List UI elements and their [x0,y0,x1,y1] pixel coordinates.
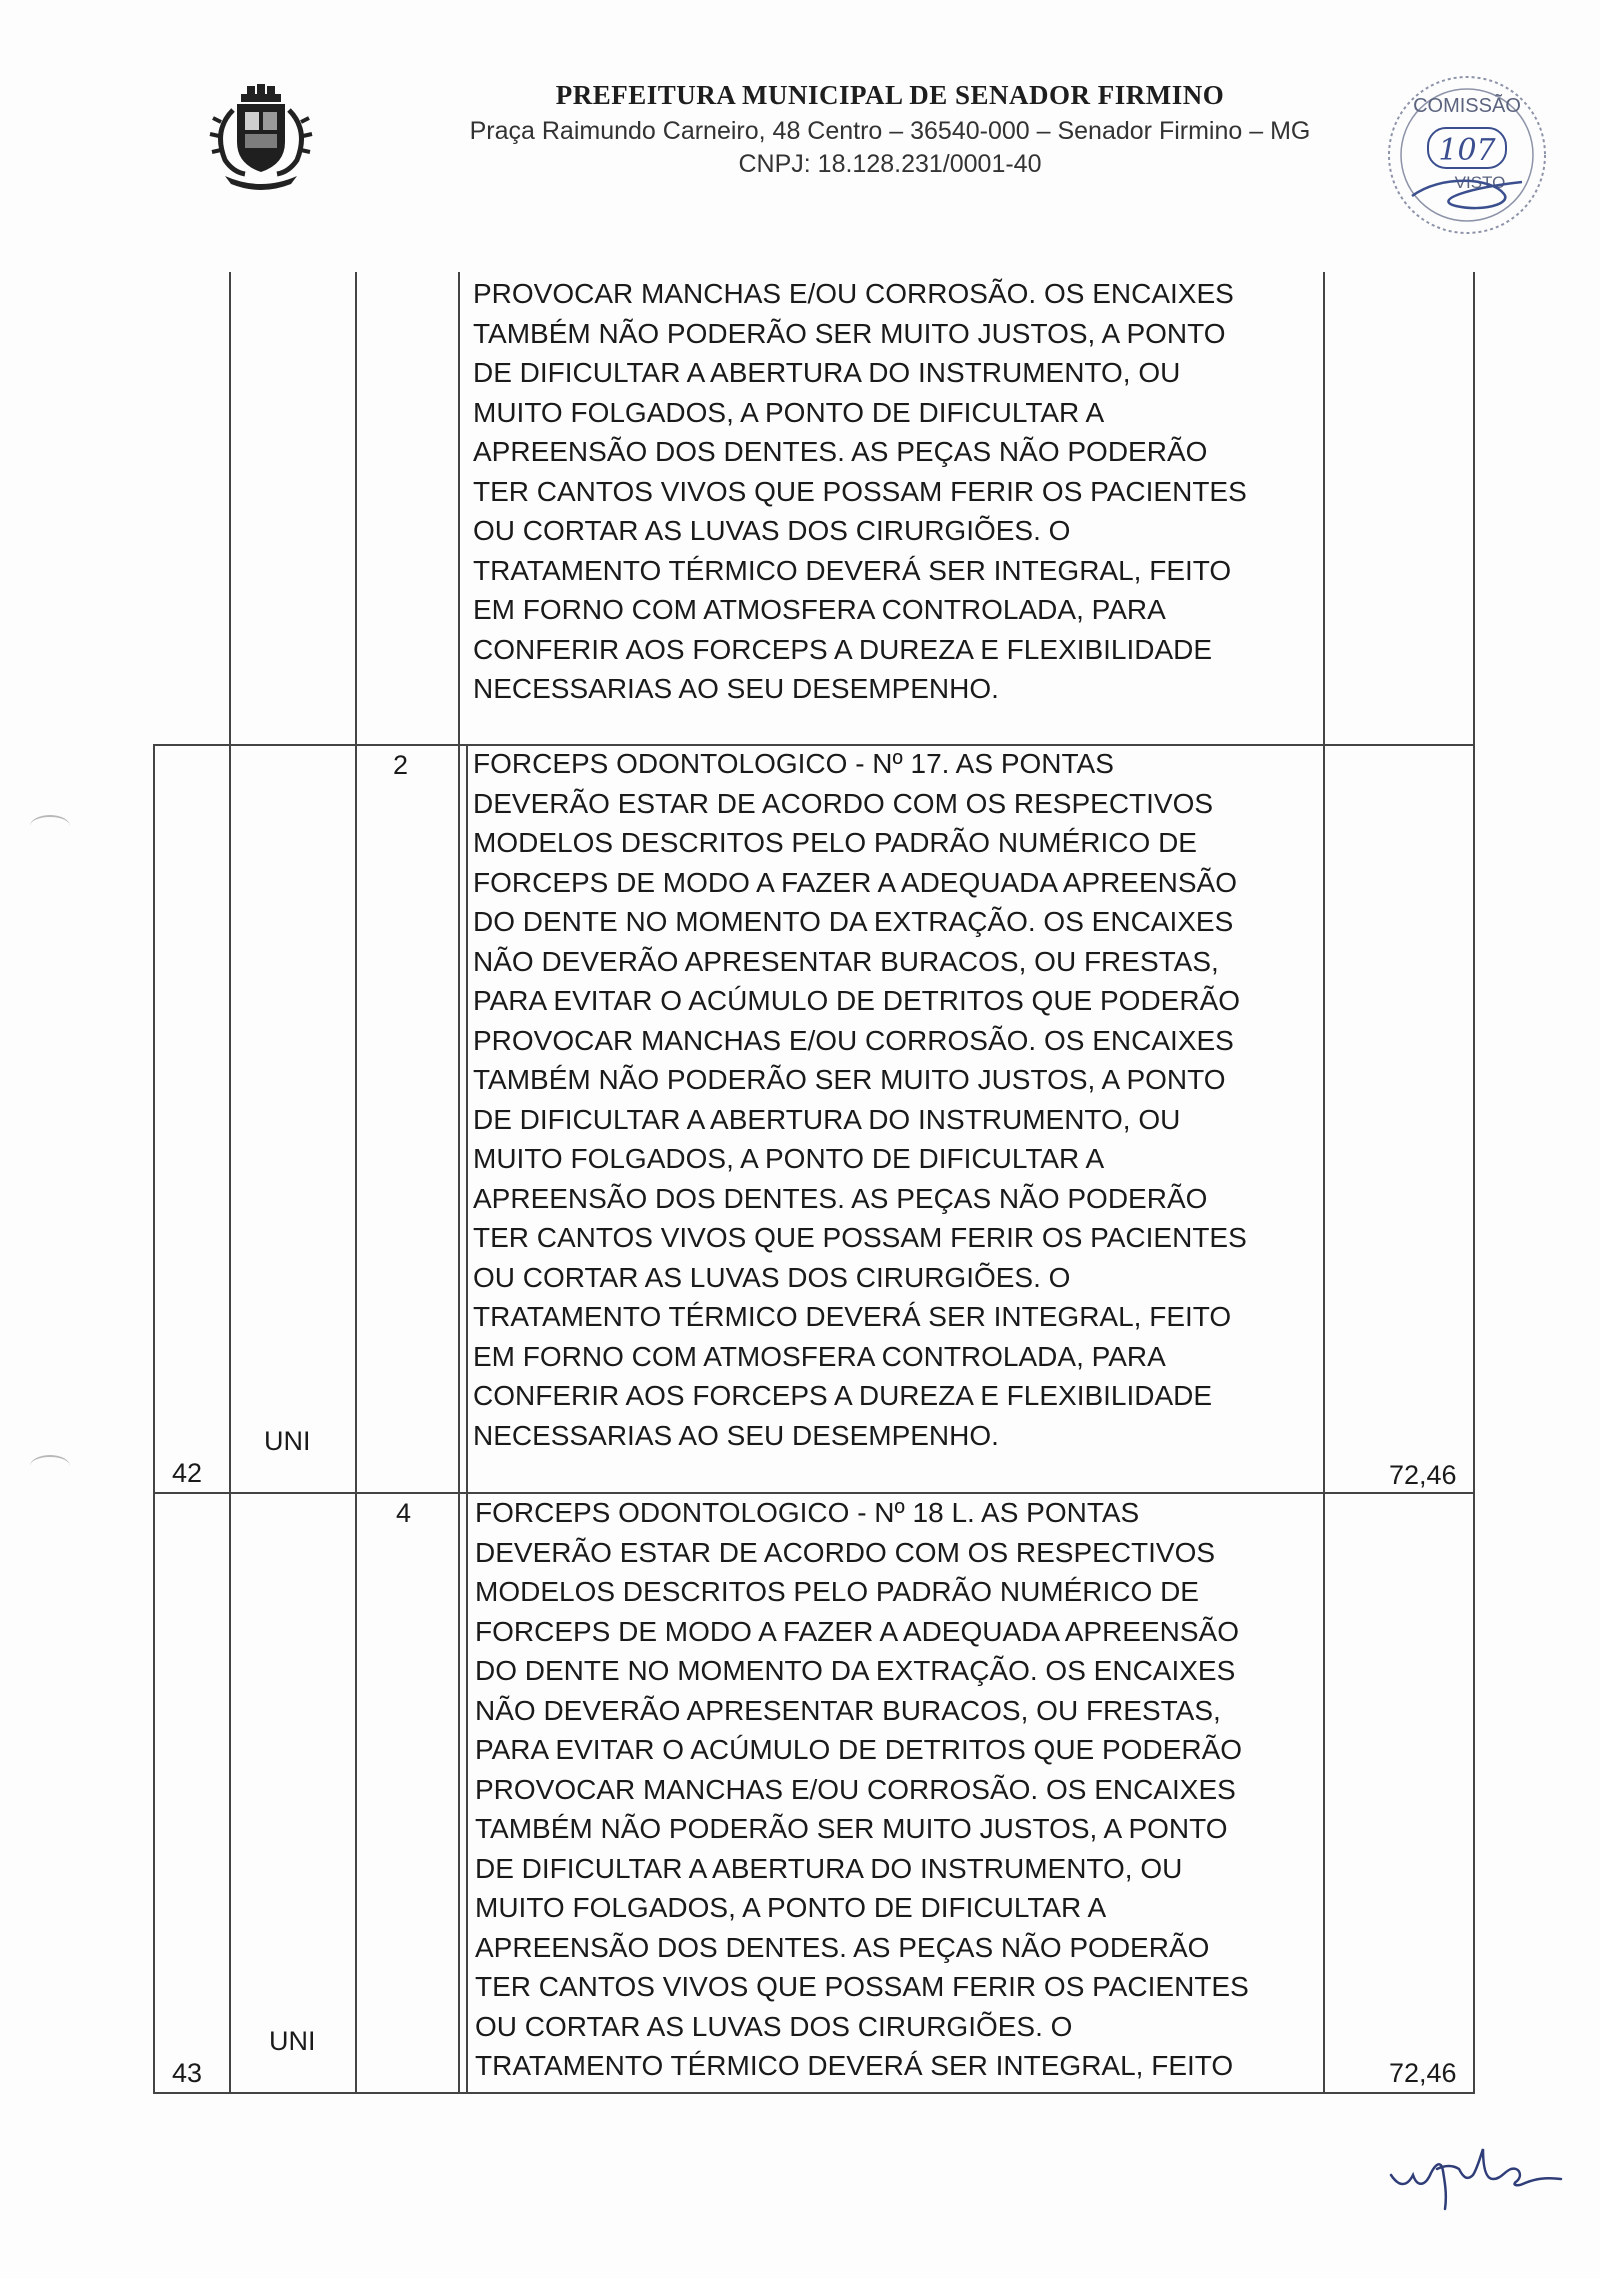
stamp-number: 107 [1438,133,1496,168]
column-divider [466,744,468,2094]
org-name: PREFEITURA MUNICIPAL DE SENADOR FIRMINO [555,80,1225,110]
item-number: 42 [172,1458,203,1488]
item-description: FORCEPS ODONTOLOGICO - Nº 17. AS PONTAS DEVERÃO ESTAR DE ACORDO COM OS RESPECTIVOS MODELOS DESCRITOS PELO PADRÃO NUMÉRICO DE FORCEPS DE MODO A FAZER A ADEQUADA APREENSÃO DO DENTE NO MOMENTO DA EXTRAÇÃO. OS ENCAIXES NÃO DEVERÃO APRESENTAR BURACOS, OU FRESTAS, PARA EVITAR O ACÚMULO DE DETRITOS QUE PODERÃO PROVOCAR MANCHAS E/OU CORROSÃO. OS ENCAIXES TAMBÉM NÃO PODERÃO SER MUITO JUSTOS, A PONTO DE DIFICULTAR A ABERTURA DO INSTRUMENTO, OU MUITO FOLGADOS, A PONTO DE DIFICULTAR A APREENSÃO DOS DENTES. AS PEÇAS NÃO PODERÃO TER CANTOS VIVOS QUE POSSAM FERIR OS PACIENTES OU CORTAR AS LUVAS DOS CIRURGIÕES. O TRATAMENTO TÉRMICO DEVERÁ SER INTEGRAL, FEITO EM FORNO COM ATMOSFERA CONTROLADA, PARA CONFERIR AOS FORCEPS A DUREZA E FLEXIBILIDADE NECESSARIAS AO SEU DESEMPENHO. [473,748,1247,1451]
stamp-top-text: COMISSÃO [1413,95,1521,117]
org-cnpj: CNPJ: 18.128.231/0001-40 [738,150,1042,178]
column-divider [1323,272,1325,2094]
column-divider [355,272,357,2094]
unit: UNI [264,1426,311,1456]
unit: UNI [269,2026,316,2056]
org-address: Praça Raimundo Carneiro, 48 Centro – 36540-000 – Senador Firmino – MG [469,117,1311,145]
margin-mark [30,815,70,837]
letterhead-text [400,80,1380,183]
table-border-right [1473,272,1475,2094]
item-number: 43 [172,2058,203,2088]
letterhead [0,70,1600,200]
unit-price: 72,46 [1389,1460,1457,1490]
column-divider [458,272,460,2094]
quantity: 2 [393,750,409,780]
items-table [153,272,1475,2094]
item-description: FORCEPS ODONTOLOGICO - Nº 18 L. AS PONTAS DEVERÃO ESTAR DE ACORDO COM OS RESPECTIVOS MODELOS DESCRITOS PELO PADRÃO NUMÉRICO DE FORCEPS DE MODO A FAZER A ADEQUADA APREENSÃO DO DENTE NO MOMENTO DA EXTRAÇÃO. OS ENCAIXES NÃO DEVERÃO APRESENTAR BURACOS, OU FRESTAS, PARA EVITAR O ACÚMULO DE DETRITOS QUE PODERÃO PROVOCAR MANCHAS E/OU CORROSÃO. OS ENCAIXES TAMBÉM NÃO PODERÃO SER MUITO JUSTOS, A PONTO DE DIFICULTAR A ABERTURA DO INSTRUMENTO, OU MUITO FOLGADOS, A PONTO DE DIFICULTAR A APREENSÃO DOS DENTES. AS PEÇAS NÃO PODERÃO TER CANTOS VIVOS QUE POSSAM FERIR OS PACIENTES OU CORTAR AS LUVAS DOS CIRURGIÕES. O TRATAMENTO TÉRMICO DEVERÁ SER INTEGRAL, FEITO [475,1497,1249,2081]
table-border-bottom [153,2092,1475,2094]
continuation-description: PROVOCAR MANCHAS E/OU CORROSÃO. OS ENCAIXES TAMBÉM NÃO PODERÃO SER MUITO JUSTOS, A PONTO DE DIFICULTAR A ABERTURA DO INSTRUMENTO, OU MUITO FOLGADOS, A PONTO DE DIFICULTAR A APREENSÃO DOS DENTES. AS PEÇAS NÃO PODERÃO TER CANTOS VIVOS QUE POSSAM FERIR OS PACIENTES OU CORTAR AS LUVAS DOS CIRURGIÕES. O TRATAMENTO TÉRMICO DEVERÁ SER INTEGRAL, FEITO EM FORNO COM ATMOSFERA CONTROLADA, PARA CONFERIR AOS FORCEPS A DUREZA E FLEXIBILIDADE NECESSARIAS AO SEU DESEMPENHO. [473,278,1247,704]
commission-stamp [1372,70,1562,240]
quantity: 4 [396,1498,412,1528]
municipal-crest-icon [195,80,325,195]
table-border-left [153,744,155,2094]
unit-price: 72,46 [1389,2058,1457,2088]
column-divider [229,272,231,2094]
handwritten-signature [1385,2135,1575,2215]
stamp-bottom-text: VISTO [1454,173,1506,192]
margin-mark [30,1455,70,1477]
